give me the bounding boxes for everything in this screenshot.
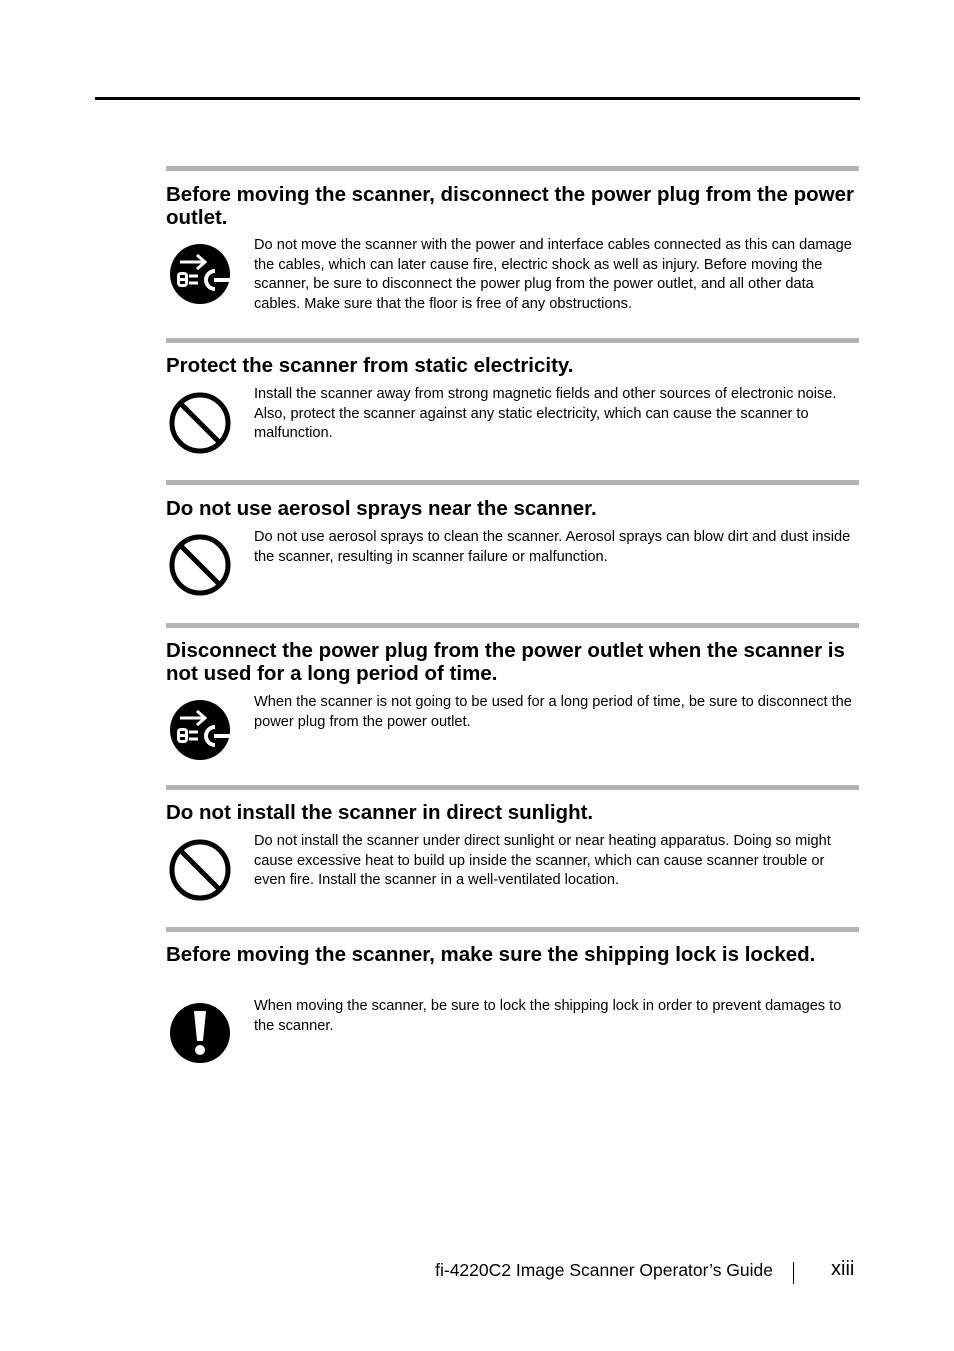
section-divider: [166, 927, 859, 932]
prohibited-icon: [168, 533, 232, 597]
footer-title: fi-4220C2 Image Scanner Operator’s Guide: [435, 1260, 773, 1280]
prohibited-icon: [168, 391, 232, 455]
section-text: Install the scanner away from strong magnetic fields and other sources of electronic noise. Also, protect the scanner against any static electricity, which can cause the scanner to malfunction.: [254, 386, 837, 441]
page-number: xiii: [831, 1258, 855, 1280]
warning-section: [166, 480, 859, 565]
section-divider: [166, 480, 859, 485]
section-divider: [166, 338, 859, 343]
section-text: Do not install the scanner under direct sunlight or near heating apparatus. Doing so might cause excessive heat to build up inside the scanner, which can cause scanner trouble or even fire. Install the scanner in a well-ventilated location.: [254, 833, 831, 888]
section-divider: [166, 623, 859, 628]
exclamation-icon: [168, 1001, 232, 1065]
warning-section: [166, 927, 859, 1034]
warning-section: [166, 166, 859, 312]
section-heading: Before moving the scanner, make sure the shipping lock is locked.: [166, 943, 816, 966]
footer-divider: [793, 1262, 794, 1284]
warning-section: [166, 338, 859, 441]
section-text: When the scanner is not going to be used for a long period of time, be sure to disconnect the power plug from the power outlet.: [254, 694, 852, 730]
prohibited-icon: [168, 838, 232, 902]
section-heading: Do not use aerosol sprays near the scanner.: [166, 497, 597, 520]
section-divider: [166, 166, 859, 171]
unplug-icon: [168, 698, 232, 762]
header-rule: [95, 97, 860, 100]
section-text: Do not use aerosol sprays to clean the scanner. Aerosol sprays can blow dirt and dust inside the scanner, resulting in scanner failure or malfunction.: [254, 529, 851, 565]
section-text: When moving the scanner, be sure to lock the shipping lock in order to prevent damages to the scanner.: [254, 998, 842, 1034]
section-text: Do not move the scanner with the power and interface cables connected as this can damage the cables, which can later cause fire, electric shock as well as injury. Before moving the scanner, be sure to disconnect the power plug from the power outlet, and all other data cables. Make sure that the floor is free of any obstructions.: [254, 237, 852, 312]
section-heading: Protect the scanner from static electricity.: [166, 354, 574, 377]
section-heading: Do not install the scanner in direct sunlight.: [166, 801, 594, 824]
section-divider: [166, 785, 859, 790]
section-heading: Disconnect the power plug from the power outlet when the scanner is not used for a long period of time.: [166, 639, 845, 685]
warning-section: [166, 623, 859, 730]
section-heading: Before moving the scanner, disconnect the power plug from the power outlet.: [166, 183, 854, 229]
unplug-icon: [168, 242, 232, 306]
warning-section: [166, 785, 859, 888]
